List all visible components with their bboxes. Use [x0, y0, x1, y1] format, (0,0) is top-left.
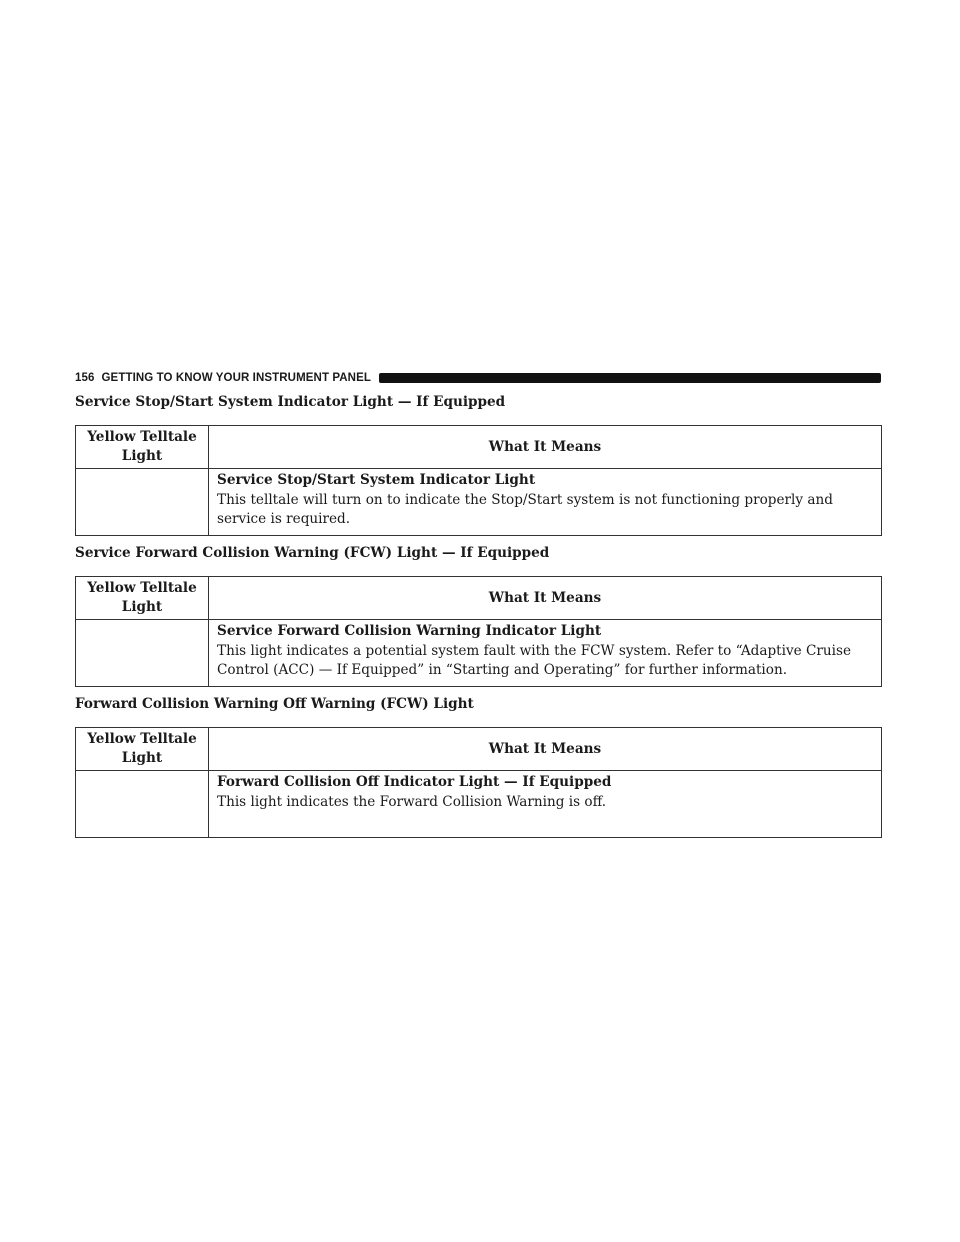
telltale-table	[75, 576, 882, 687]
indicator-description: This light indicates a potential system fault with the FCW system. Refer to “Adaptive Cruise Control (ACC) — If Equipped” in “Starting and Operating” for further information.	[217, 642, 852, 678]
col-header-meaning: What It Means	[209, 728, 882, 771]
indicator-name: Service Stop/Start System Indicator Light	[217, 472, 536, 488]
table-row	[76, 469, 882, 536]
telltale-icon-cell	[76, 771, 209, 838]
telltale-table	[75, 727, 882, 838]
col-header-telltale: Yellow Telltale Light	[76, 577, 209, 620]
page-number: 156	[75, 372, 95, 384]
section-heading: Service Stop/Start System Indicator Light — If Equipped	[75, 394, 506, 410]
indicator-name: Service Forward Collision Warning Indicator Light	[217, 623, 602, 639]
table-row	[76, 771, 882, 838]
col-header-telltale: Yellow Telltale Light	[76, 728, 209, 771]
page-header	[75, 371, 881, 385]
indicator-name: Forward Collision Off Indicator Light — If Equipped	[217, 774, 612, 790]
indicator-description: This telltale will turn on to indicate the Stop/Start system is not functioning properly and service is required.	[217, 491, 833, 527]
header-rule	[379, 373, 881, 383]
col-header-telltale: Yellow Telltale Light	[76, 426, 209, 469]
col-header-meaning: What It Means	[209, 577, 882, 620]
section-heading: Forward Collision Warning Off Warning (FCW) Light	[75, 696, 474, 712]
meaning-cell	[209, 469, 882, 536]
telltale-icon-cell	[76, 469, 209, 536]
meaning-cell	[209, 620, 882, 687]
section-heading: Service Forward Collision Warning (FCW) Light — If Equipped	[75, 545, 550, 561]
chapter-title: GETTING TO KNOW YOUR INSTRUMENT PANEL	[101, 372, 371, 384]
col-header-meaning: What It Means	[209, 426, 882, 469]
meaning-cell	[209, 771, 882, 838]
telltale-icon-cell	[76, 620, 209, 687]
telltale-table	[75, 425, 882, 536]
table-row	[76, 620, 882, 687]
indicator-description: This light indicates the Forward Collision Warning is off.	[217, 793, 607, 810]
